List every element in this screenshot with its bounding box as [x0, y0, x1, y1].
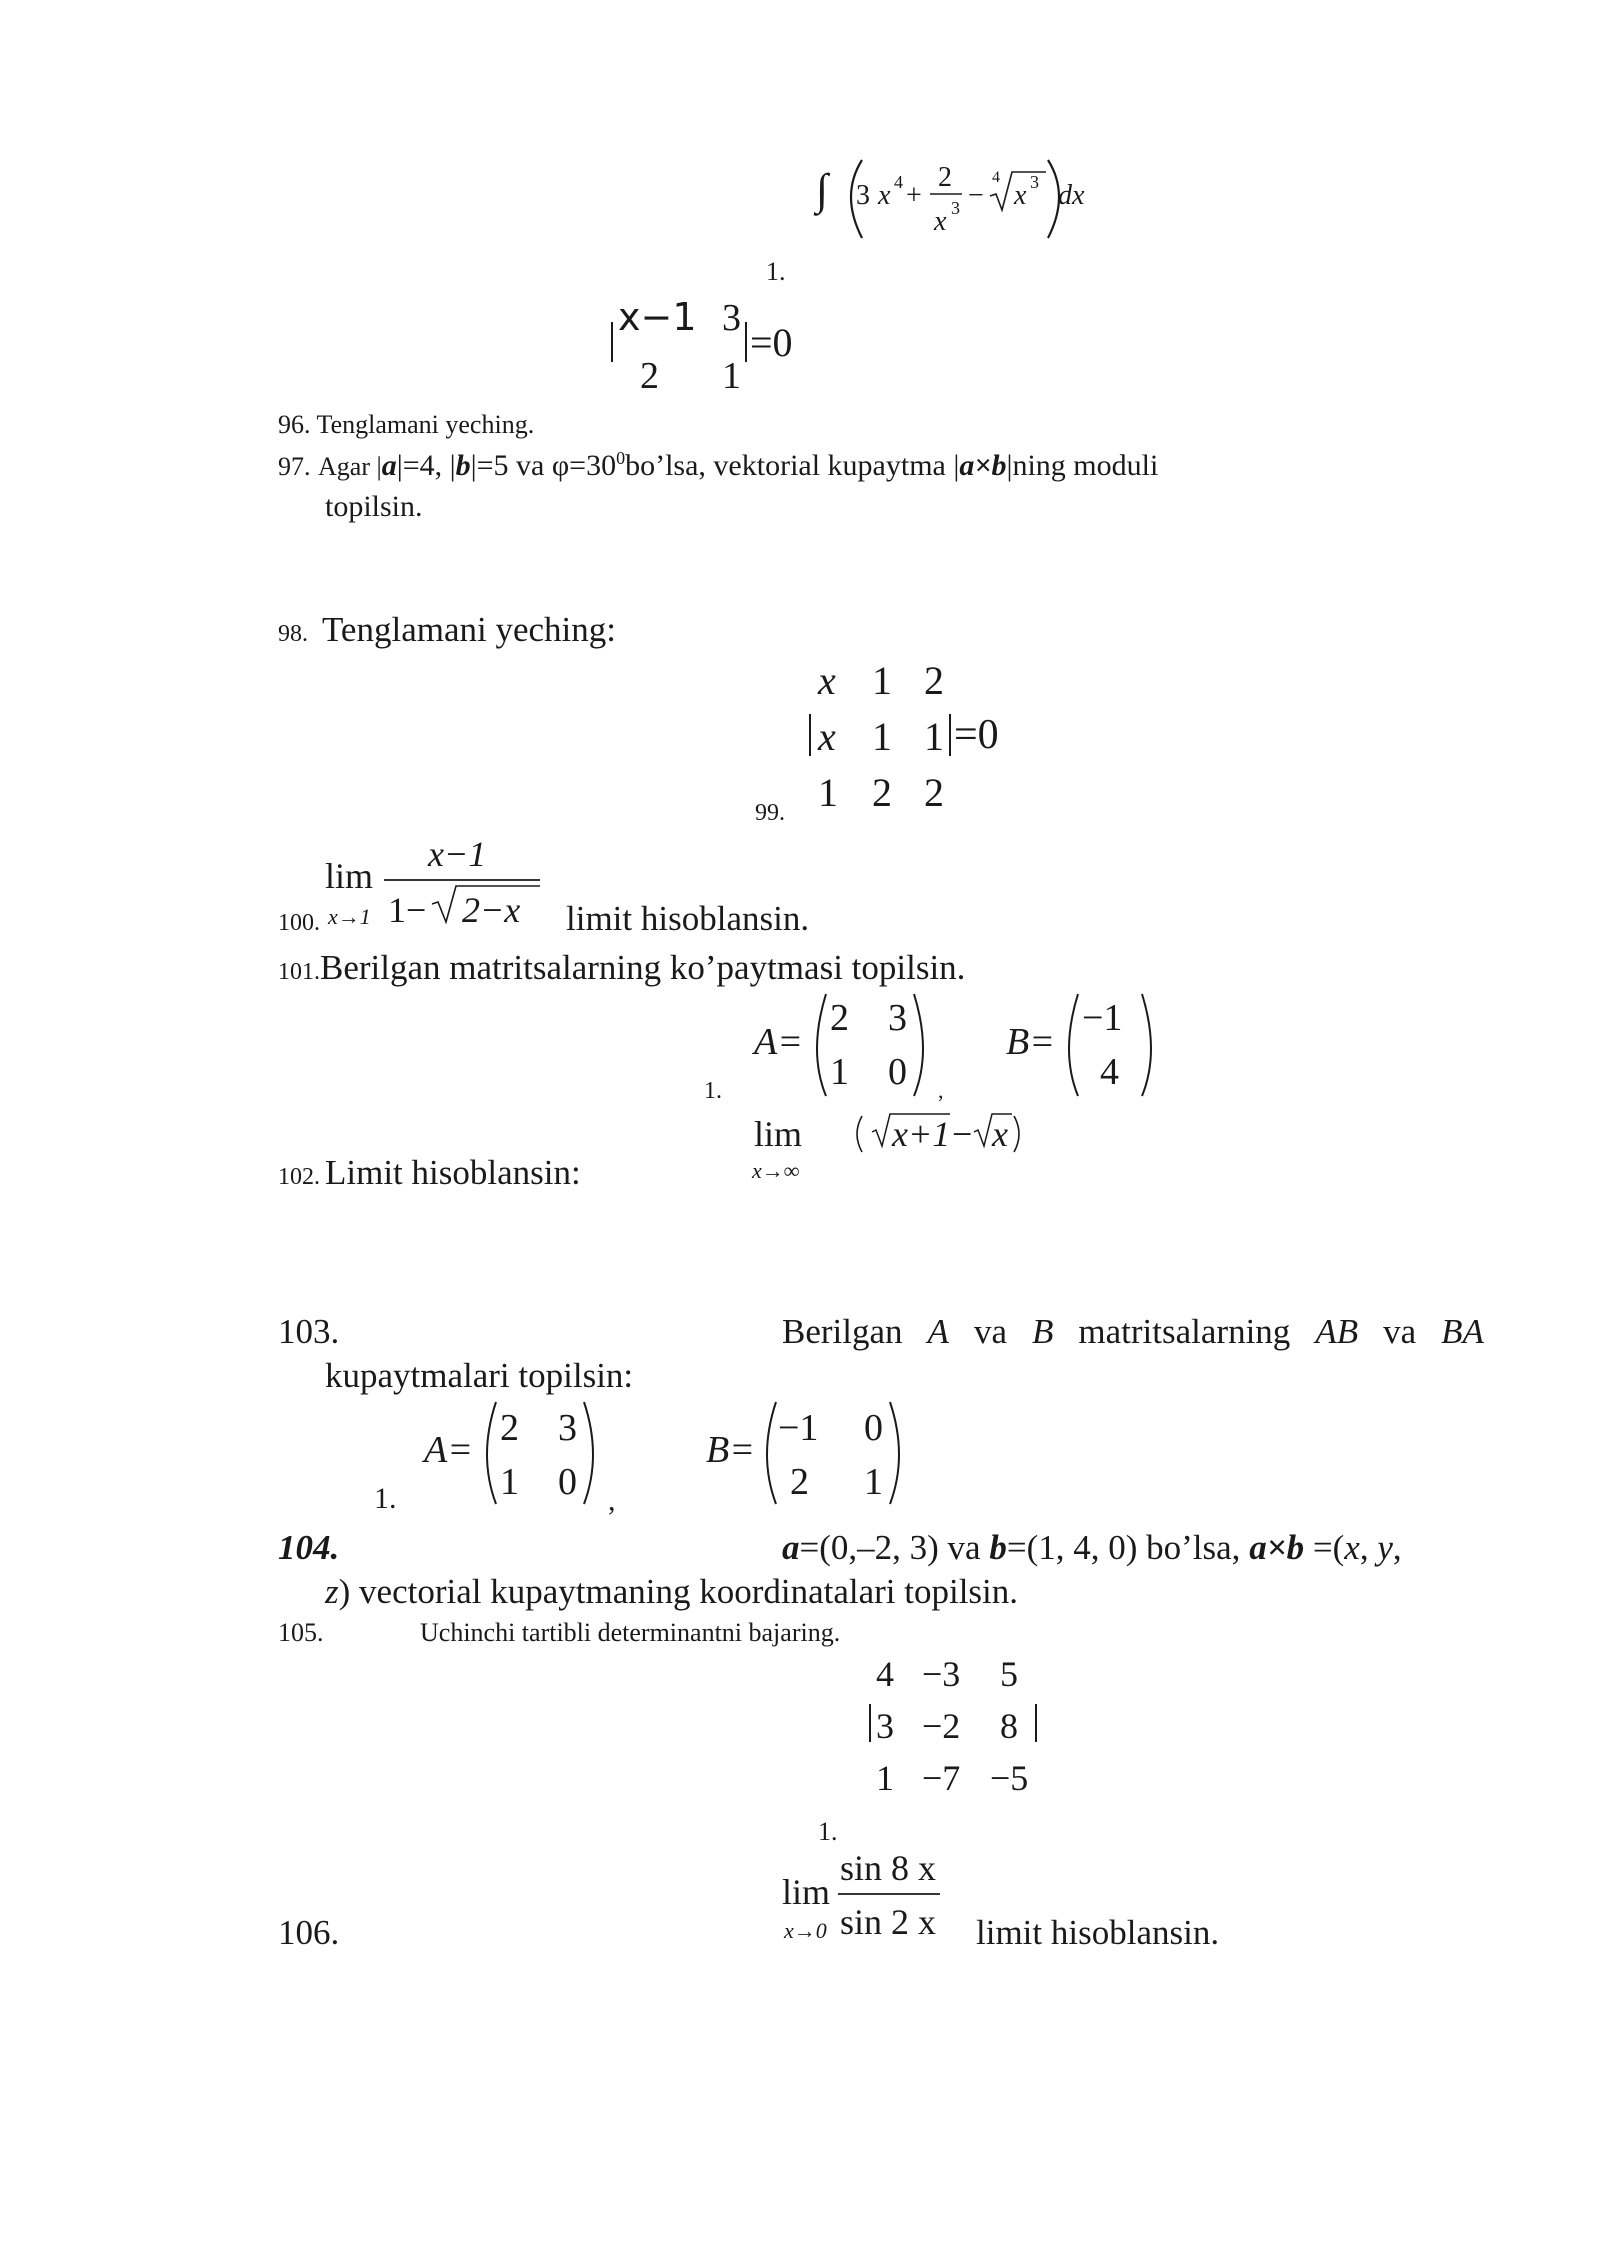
integral-sign: ∫ [816, 165, 829, 214]
lim-numerator: x−1 [428, 834, 487, 874]
root-exp: 3 [1030, 172, 1039, 192]
det3a-label: 99. [755, 800, 785, 826]
problem-103-line2: kupaytmalari topilsin: [325, 1356, 634, 1395]
lim-minus: − [952, 1114, 973, 1154]
problem-number: 101. [278, 959, 320, 985]
det3b-r2c1: 3 [876, 1706, 894, 1746]
matrix-b-name: B= [706, 1429, 755, 1471]
problem-number: 106. [278, 1913, 340, 1952]
problem-104-line2: z) vectorial kupaytmaning koordinatalari topilsin. [325, 1572, 1019, 1611]
problem-text: Berilgan matritsalarning ko’paytmasi topilsin. [320, 948, 966, 987]
det3b-r3c3: −5 [990, 1758, 1029, 1798]
det3b-r1c3: 5 [1000, 1654, 1018, 1694]
problem-103-number: 103. [278, 1312, 340, 1351]
det2-r1c2: 3 [722, 297, 741, 339]
matrix-a-21: 1 [830, 1051, 849, 1093]
problem-97-line2: topilsin. [325, 490, 423, 523]
problem-number: 100. [278, 910, 320, 936]
integral-coef: 3 [856, 180, 870, 211]
fraction-numerator: 2 [938, 162, 952, 193]
lim-sub: x→∞ [752, 1158, 800, 1183]
problem-text: limit hisoblansin. [976, 1913, 1220, 1952]
matrix-comma: , [938, 1078, 944, 1103]
lim-den-a: 1− [388, 890, 427, 930]
problem-105-number: 105. [278, 1618, 324, 1647]
det3a-r1c2: 1 [872, 658, 892, 703]
lim-sub: x→0 [784, 1918, 827, 1943]
problem-104-line1: a=(0,–2, 3) va b=(1, 4, 0) bo’lsa, a×b =(x, y, [782, 1528, 1402, 1567]
integral-minus: − [968, 180, 984, 211]
det3a-eq: =0 [954, 712, 999, 758]
det2-r2c1: 2 [640, 355, 659, 397]
matrix-a-12: 3 [888, 997, 907, 1039]
lim-word: lim [754, 1114, 803, 1154]
det3a-r3c3: 2 [924, 770, 944, 815]
matrix-a-name: A= [754, 1021, 803, 1063]
root-index: 4 [992, 169, 1000, 186]
matrix-a-22: 0 [888, 1051, 907, 1093]
matrix-a-22: 0 [558, 1461, 577, 1503]
det3a-r3c1: 1 [818, 770, 838, 815]
det3b-r3c1: 1 [876, 1758, 894, 1798]
problem-103-line1: Berilgan A va B matritsalarning AB va BA [782, 1312, 1484, 1351]
matrix-a-11: 2 [830, 997, 849, 1039]
lim-expr-2: x [992, 1114, 1008, 1154]
problem-105-text: Uchinchi tartibli determinantni bajaring. [420, 1618, 841, 1647]
matrix-label: 1. [704, 1078, 722, 1104]
det2-r1c1: x−1 [618, 295, 697, 339]
matrix-a-name: A= [424, 1429, 473, 1471]
lim-expr-1: x+1 [892, 1114, 951, 1154]
det3a-r3c2: 2 [872, 770, 892, 815]
matrix-b-11: −1 [778, 1407, 819, 1449]
det3b-label: 1. [818, 1817, 838, 1846]
problem-text: Limit hisoblansin: [325, 1153, 581, 1192]
problem-text: Tenglamani yeching. [316, 410, 535, 439]
fraction-den-exp: 3 [951, 198, 960, 218]
integral-plus: + [906, 180, 922, 211]
det3a-r1c3: 2 [924, 658, 944, 703]
det3a-r2c3: 1 [924, 714, 944, 759]
integral-exp: 4 [894, 172, 903, 192]
det2-eq: =0 [750, 320, 793, 365]
integral-var: x [878, 180, 891, 211]
matrix-b-21: 4 [1100, 1051, 1119, 1093]
det3b-r2c2: −2 [922, 1706, 961, 1746]
matrix-a-21: 1 [500, 1461, 519, 1503]
problem-number: 96. [278, 410, 311, 439]
lim-denominator: sin 2 x [840, 1902, 937, 1942]
det3b-r3c2: −7 [922, 1758, 961, 1798]
problem-text: Tenglamani yeching: [322, 610, 616, 649]
matrix-b-22: 1 [864, 1461, 883, 1503]
matrix-b-12: 0 [864, 1407, 883, 1449]
problem-97: 97. Agar |a|=4, |b|=5 va $\varphi=30^0bo’lsa$, vektorial kupaytma |a×b|ning moduli [278, 448, 1159, 482]
matrix-a-11: 2 [500, 1407, 519, 1449]
lim-word: lim [782, 1872, 831, 1912]
det3b-r1c1: 4 [876, 1654, 894, 1694]
problem-text: limit hisoblansin. [566, 899, 810, 938]
matrix-b-21: 2 [790, 1461, 809, 1503]
matrix-b-11: −1 [1082, 997, 1123, 1039]
lim-numerator: sin 8 x [840, 1848, 937, 1888]
det3b-r2c3: 8 [1000, 1706, 1018, 1746]
det3a-r1c1: x [818, 658, 836, 703]
integral-label: 1. [766, 257, 786, 286]
problem-number: 98. [278, 621, 308, 647]
integral-dx: dx [1058, 180, 1085, 211]
problem-number: 97. [278, 452, 311, 481]
lim-den-b: 2−x [462, 890, 521, 930]
problem-number: 102. [278, 1164, 320, 1190]
lim-word: lim [325, 856, 374, 896]
lim-sub: x→1 [328, 904, 371, 929]
matrix-b-name: B= [1006, 1021, 1055, 1063]
problem-104-number: 104. [278, 1528, 340, 1567]
matrix-a-12: 3 [558, 1407, 577, 1449]
det3a-r2c2: 1 [872, 714, 892, 759]
matrix-label: 1. [374, 1482, 397, 1515]
det2-r2c2: 1 [722, 355, 741, 397]
det3a-r2c1: x [818, 714, 836, 759]
det3b-r1c2: −3 [922, 1654, 961, 1694]
matrix-comma: , [608, 1484, 616, 1517]
root-var: x [1014, 180, 1027, 211]
fraction-den-var: x [934, 206, 947, 237]
